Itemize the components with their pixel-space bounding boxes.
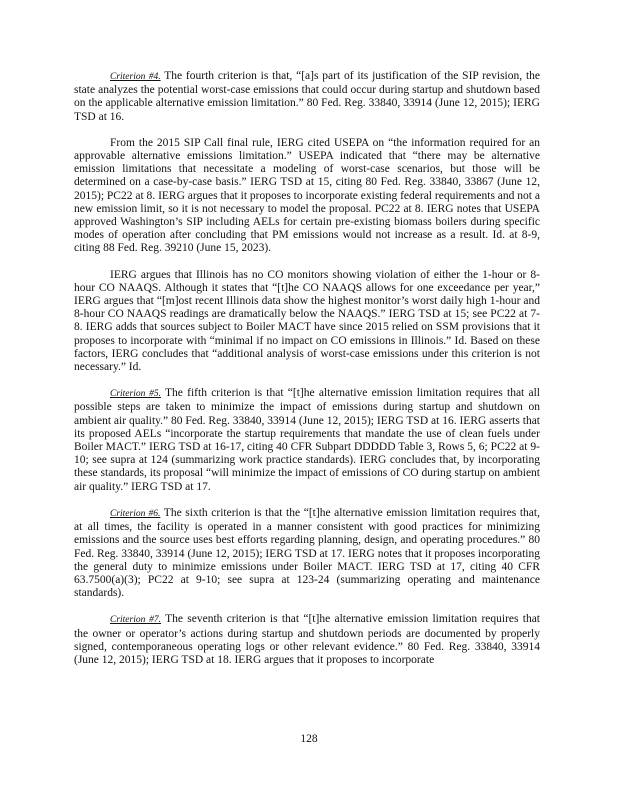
paragraph-text: The seventh criterion is that “[t]he alternative emission limitation requires that the owner or operator’s actions during startup and shutdown periods are documented by properly signed, contemporaneous operating logs or other relevant evidence.” 80 Fed. Reg. 33840, 33914 (June 12, 2015); IERG TSD at 18. IERG argues that it proposes to incorporate	[74, 613, 541, 666]
page-number: 128	[300, 733, 318, 745]
paragraph-text: The sixth criterion is that the “[t]he alternative emission limitation requires that, at all times, the facility is operated in a manner consistent with good practices for minimizing emissions and the source uses best efforts regarding planning, design, and operating procedures.” 80 Fed. Reg. 33840, 33914 (June 12, 2015); IERG TSD at 17. IERG notes that it proposes incorporating the general duty to minimize emissions under Boiler MACT. IERG TSD at 17, citing 40 CFR 63.7500(a)(3); PC22 at 9-10; see supra at 123-24 (summarizing operating and maintenance standards).	[74, 506, 540, 600]
document-body	[74, 70, 540, 680]
criterion-label: Criterion #6.	[110, 508, 161, 519]
criterion-label: Criterion #4.	[110, 72, 161, 82]
paragraph-criterion-5	[74, 387, 540, 494]
criterion-label: Criterion #7.	[110, 615, 162, 626]
paragraph-criterion-7	[74, 613, 540, 667]
paragraph-criterion-4	[74, 70, 540, 124]
paragraph-co-monitors	[74, 269, 540, 375]
paragraph-text: IERG argues that Illinois has no CO monitors showing violation of either the 1-hour or 8-hour CO NAAQS. Although it states that “[t]he CO NAAQS allows for one exceedance per year,” IERG argues that “[m]ost recent Illinois data show the highest monitor’s worst daily high 1-hour and 8-hour CO NAAQS readings are dramatically below the NAAQS.” IERG TSD at 15; see PC22 at 7-8. IERG adds that sources subject to Boiler MACT have since 2015 relied on SSM provisions that it proposes to incorporate with “minimal if no impact on CO emissions in Illinois.” Id. Based on these factors, IERG concludes that “additional analysis of worst-case emissions under this criterion is not necessary.” Id.	[74, 268, 540, 374]
paragraph-text: The fifth criterion is that “[t]he alternative emission limitation requires that all possible steps are taken to minimize the impact of emissions during startup and shutdown on ambient air quality.” 80 Fed. Reg. 33840, 33914 (June 12, 2015); IERG TSD at 16. IERG asserts that its proposed AELs “incorporate the startup requirements that mandate the use of clean fuels under Boiler MACT.” IERG TSD at 16-17, citing 40 CFR Subpart DDDDD Table 3, Rows 5, 6; PC22 at 9-10; see supra at 124 (summarizing work practice standards). IERG concludes that, by incorporating these standards, its proposal “will minimize the impact of emissions of CO during startup on ambient air quality.” IERG TSD at 17.	[74, 387, 540, 493]
paragraph-text: The fourth criterion is that, “[a]s part of its justification of the SIP revision, the state analyzes the potential worst-case emissions that could occur during startup and shutdown based on the applicable alternative emission limitation.” 80 Fed. Reg. 33840, 33914 (June 12, 2015); IERG TSD at 16.	[74, 70, 541, 123]
paragraph-criterion-6	[74, 507, 540, 600]
criterion-label: Criterion #5.	[110, 389, 161, 400]
paragraph-text: From the 2015 SIP Call final rule, IERG cited USEPA on “the information required for an approvable alternative emissions limitation.” USEPA indicated that “there may be alternative emission limitations that necessitate a modeling of worst-case scenarios, but those will be determined on a case-by-case basis.” IERG TSD at 15, citing 80 Fed. Reg. 33840, 33867 (June 12, 2015); PC22 at 8. IERG argues that it proposes to incorporate existing federal requirements and not a new emission limit, so it is not necessary to model the proposal. PC22 at 8. IERG notes that USEPA approved Washington’s SIP including AELs for certain pre-existing biomass boilers during specific modes of operation after concluding that PM emissions would not increase as a result. Id. at 8-9, citing 88 Fed. Reg. 39210 (June 15, 2023).	[74, 136, 540, 255]
paragraph-modeling	[74, 137, 540, 256]
